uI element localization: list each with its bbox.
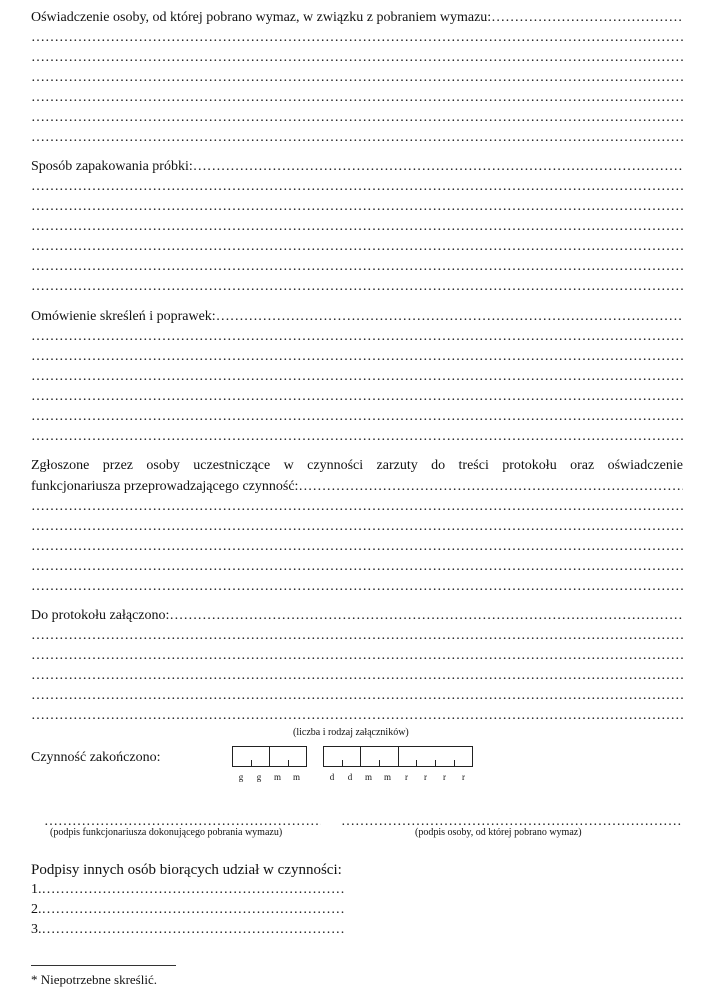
time-letters — [232, 772, 306, 782]
objections-line-1[interactable] — [31, 497, 683, 517]
corrections-label-row — [31, 307, 683, 327]
packing-label: Sposób zapakowania próbki: — [31, 159, 193, 174]
attachments-caption: (liczba i rodzaj załączników) — [293, 727, 409, 738]
objections-label-line1: Zgłoszone przez osoby uczestniczące w czynności zarzuty do treści protokołu oraz oświadczenie — [31, 458, 683, 473]
packing-line-1[interactable] — [31, 177, 683, 197]
attachments-line-5[interactable] — [31, 706, 683, 726]
statement-line-5[interactable] — [31, 108, 683, 128]
completed-label: Czynność zakończono: — [31, 750, 161, 765]
objections-line-3[interactable] — [31, 537, 683, 557]
date-field[interactable] — [323, 746, 473, 767]
date-letter: r — [462, 772, 465, 782]
statement-label: Oświadczenie osoby, od której pobrano wymaz, w związku z pobraniem wymazu: — [31, 10, 492, 25]
others-title: Podpisy innych osób biorących udział w czynności: — [31, 862, 342, 878]
statement-line-2[interactable] — [31, 48, 683, 68]
date-letters — [323, 772, 473, 782]
time-letter: g — [238, 772, 244, 782]
corrections-label: Omówienie skreśleń i poprawek: — [31, 309, 216, 324]
others-item-number: 1. — [31, 882, 42, 897]
packing-line-2[interactable] — [31, 197, 683, 217]
attachments-line-4[interactable] — [31, 686, 683, 706]
others-line-2[interactable] — [31, 900, 346, 920]
corrections-line-6[interactable] — [31, 427, 683, 447]
packing-line-3[interactable] — [31, 217, 683, 237]
time-letter: g — [256, 772, 262, 782]
date-letter: r — [424, 772, 427, 782]
others-item-number: 3. — [31, 922, 42, 937]
attachments-label: Do protokołu załączono: — [31, 608, 170, 623]
others-line-3[interactable] — [31, 920, 346, 940]
time-letter: m — [273, 772, 281, 782]
time-field[interactable] — [232, 746, 307, 767]
packing-line-6[interactable] — [31, 277, 683, 297]
statement-line-1[interactable] — [31, 28, 683, 48]
footnote-rule — [31, 965, 176, 966]
corrections-line-1[interactable] — [31, 327, 683, 347]
date-letter: r — [405, 772, 408, 782]
corrections-line-3[interactable] — [31, 367, 683, 387]
time-letter: m — [292, 772, 300, 782]
statement-line-4[interactable] — [31, 88, 683, 108]
officer-signature-caption: (podpis funkcjonariusza dokonującego pobrania wymazu) — [50, 827, 283, 838]
objections-label-row — [31, 477, 683, 497]
corrections-line-4[interactable] — [31, 387, 683, 407]
statement-line-6[interactable] — [31, 128, 683, 148]
packing-line-4[interactable] — [31, 237, 683, 257]
person-signature-caption: (podpis osoby, od której pobrano wymaz) — [415, 827, 582, 838]
date-letter: d — [329, 772, 335, 782]
footnote: * Niepotrzebne skreślić. — [31, 972, 157, 987]
attachments-line-2[interactable] — [31, 646, 683, 666]
date-letter: d — [347, 772, 353, 782]
objections-line-2[interactable] — [31, 517, 683, 537]
statement-line-3[interactable] — [31, 68, 683, 88]
corrections-line-2[interactable] — [31, 347, 683, 367]
others-line-1[interactable] — [31, 880, 346, 900]
attachments-line-3[interactable] — [31, 666, 683, 686]
objections-line-5[interactable] — [31, 577, 683, 597]
date-letter: m — [364, 772, 372, 782]
attachments-line-1[interactable] — [31, 626, 683, 646]
statement-label-row — [31, 8, 683, 28]
objections-label: funkcjonariusza przeprowadzającego czynność: — [31, 479, 299, 494]
packing-label-row — [31, 157, 683, 177]
objections-line-4[interactable] — [31, 557, 683, 577]
date-letter: r — [443, 772, 446, 782]
attachments-label-row — [31, 606, 683, 626]
corrections-line-5[interactable] — [31, 407, 683, 427]
packing-line-5[interactable] — [31, 257, 683, 277]
date-letter: m — [383, 772, 391, 782]
others-item-number: 2. — [31, 902, 42, 917]
